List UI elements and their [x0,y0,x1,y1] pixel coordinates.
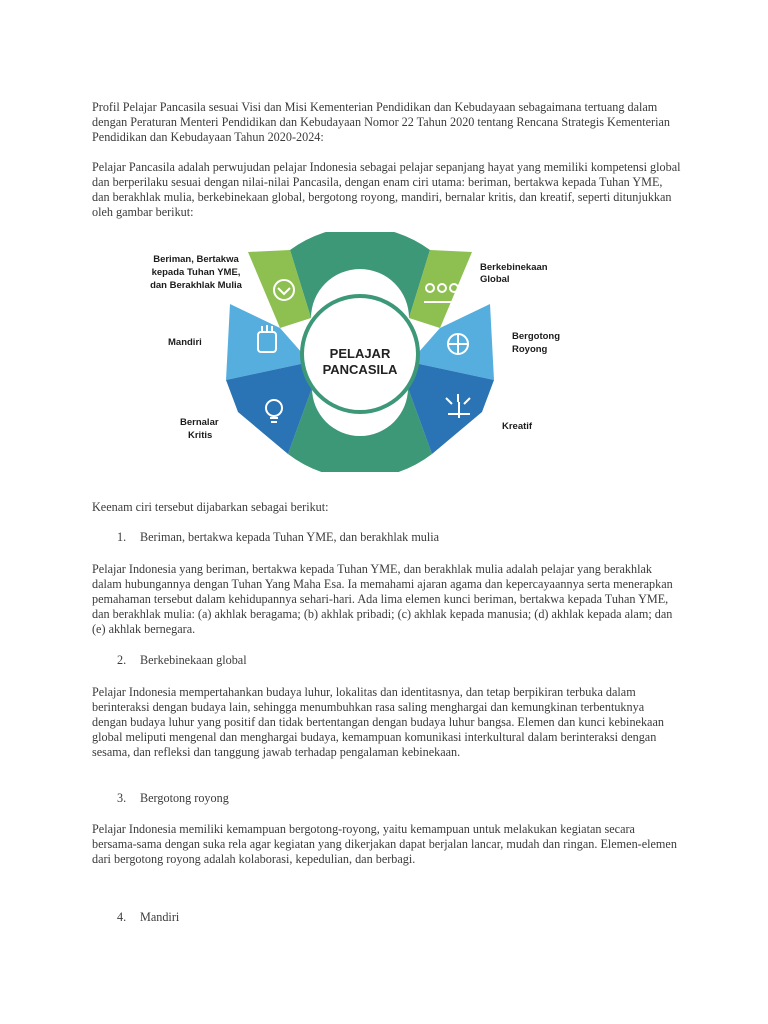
label-berkebinekaan-line1: Berkebinekaan [480,262,548,273]
list-item-title: Mandiri [140,910,180,924]
list-item-title: Berkebinekaan global [140,653,247,667]
pelajar-pancasila-diagram [130,232,590,472]
label-bernalar-line2: Kritis [188,430,213,441]
list-item-number: 2. [117,653,127,667]
label-beriman-line3: dan Berakhlak Mulia [150,280,242,291]
center-title-line2: PANCASILA [322,362,398,377]
label-bernalar-line1: Bernalar [180,417,219,428]
definition-paragraph: Pelajar Pancasila adalah perwujudan pelajar Indonesia sebagai pelajar sepanjang hayat yang memiliki kompetensi global dan berperilaku sesuai dengan nilai-nilai Pancasila, dengan enam ciri utama: beriman, bertakwa kepada Tuhan YME, dan berakhlak mulia, berkebinekaan global, bergotong royong, mandiri, bernalar kritis, dan kreatif, seperti ditunjukkan oleh gambar berikut: [92,160,681,219]
list-item-number: 4. [117,910,127,924]
intro-paragraph: Profil Pelajar Pancasila sesuai Visi dan Misi Kementerian Pendidikan dan Kebudayaan sebagaimana tertuang dalam dengan Peraturan Menteri Pendidikan dan Kebudayaan Nomor 22 Tahun 2020 tentang Rencana Strategis Kementerian Pendidikan dan Kebudayaan Tahun 2020-2024: [92,100,670,144]
center-title-line1: PELAJAR [329,346,391,361]
label-bergotong-line2: Royong [512,344,548,355]
list-item-title: Bergotong royong [140,791,229,805]
item-body-paragraph: Pelajar Indonesia memiliki kemampuan bergotong-royong, yaitu kemampuan untuk melakukan kegiatan secara bersama-sama dengan suka rela agar kegiatan yang dikerjakan dapat berjalan lancar, mudah dan ringan. Elemen-elemen dari bergotong royong adalah kolaborasi, kepedulian, dan berbagi. [92,822,677,866]
label-bergotong-line1: Bergotong [512,331,561,342]
label-beriman-line1: Beriman, Bertakwa [153,254,239,265]
list-item-title: Beriman, bertakwa kepada Tuhan YME, dan berakhlak mulia [140,530,440,544]
item-body-paragraph: Pelajar Indonesia yang beriman, bertakwa kepada Tuhan YME, dan berakhlak mulia adalah pelajar yang berakhlak dalam hubungannya dengan Tuhan Yang Maha Esa. Ia memahami ajaran agama dan kepercayaannya serta menerapkan pemahaman tersebut dalam kehidupannya sehari-hari. Ada lima elemen kunci beriman, bertakwa kepada Tuhan YME, dan berakhlak mulia: (a) akhlak beragama; (b) akhlak pribadi; (c) akhlak kepada manusia; (d) akhlak kepada alam; dan (e) akhlak bernegara. [92,562,673,636]
label-mandiri: Mandiri [168,337,202,348]
item-body-paragraph: Pelajar Indonesia mempertahankan budaya luhur, lokalitas dan identitasnya, dan tetap berpikiran terbuka dalam berinteraksi dengan budaya lain, sehingga menumbuhkan rasa saling menghargai dan kemungkinan terbentuknya dengan budaya luhur yang positif dan tidak bertentangan dengan budaya luhur bangsa. Elemen dan kunci kebinekaan global meliputi mengenal dan menghargai budaya, kemampuan komunikasi interkultural dalam berinteraksi dengan sesama, dan refleksi dan tanggung jawab terhadap pengalaman kebinekaan. [92,685,664,759]
joined-hands-icon [448,334,468,354]
label-berkebinekaan-line2: Global [480,274,510,285]
transition-paragraph: Keenam ciri tersebut dijabarkan sebagai berikut: [92,500,329,514]
list-item-number: 3. [117,791,127,805]
list-item-number: 1. [117,530,127,544]
label-kreatif: Kreatif [502,421,533,432]
label-beriman-line2: kepada Tuhan YME, [151,267,241,278]
